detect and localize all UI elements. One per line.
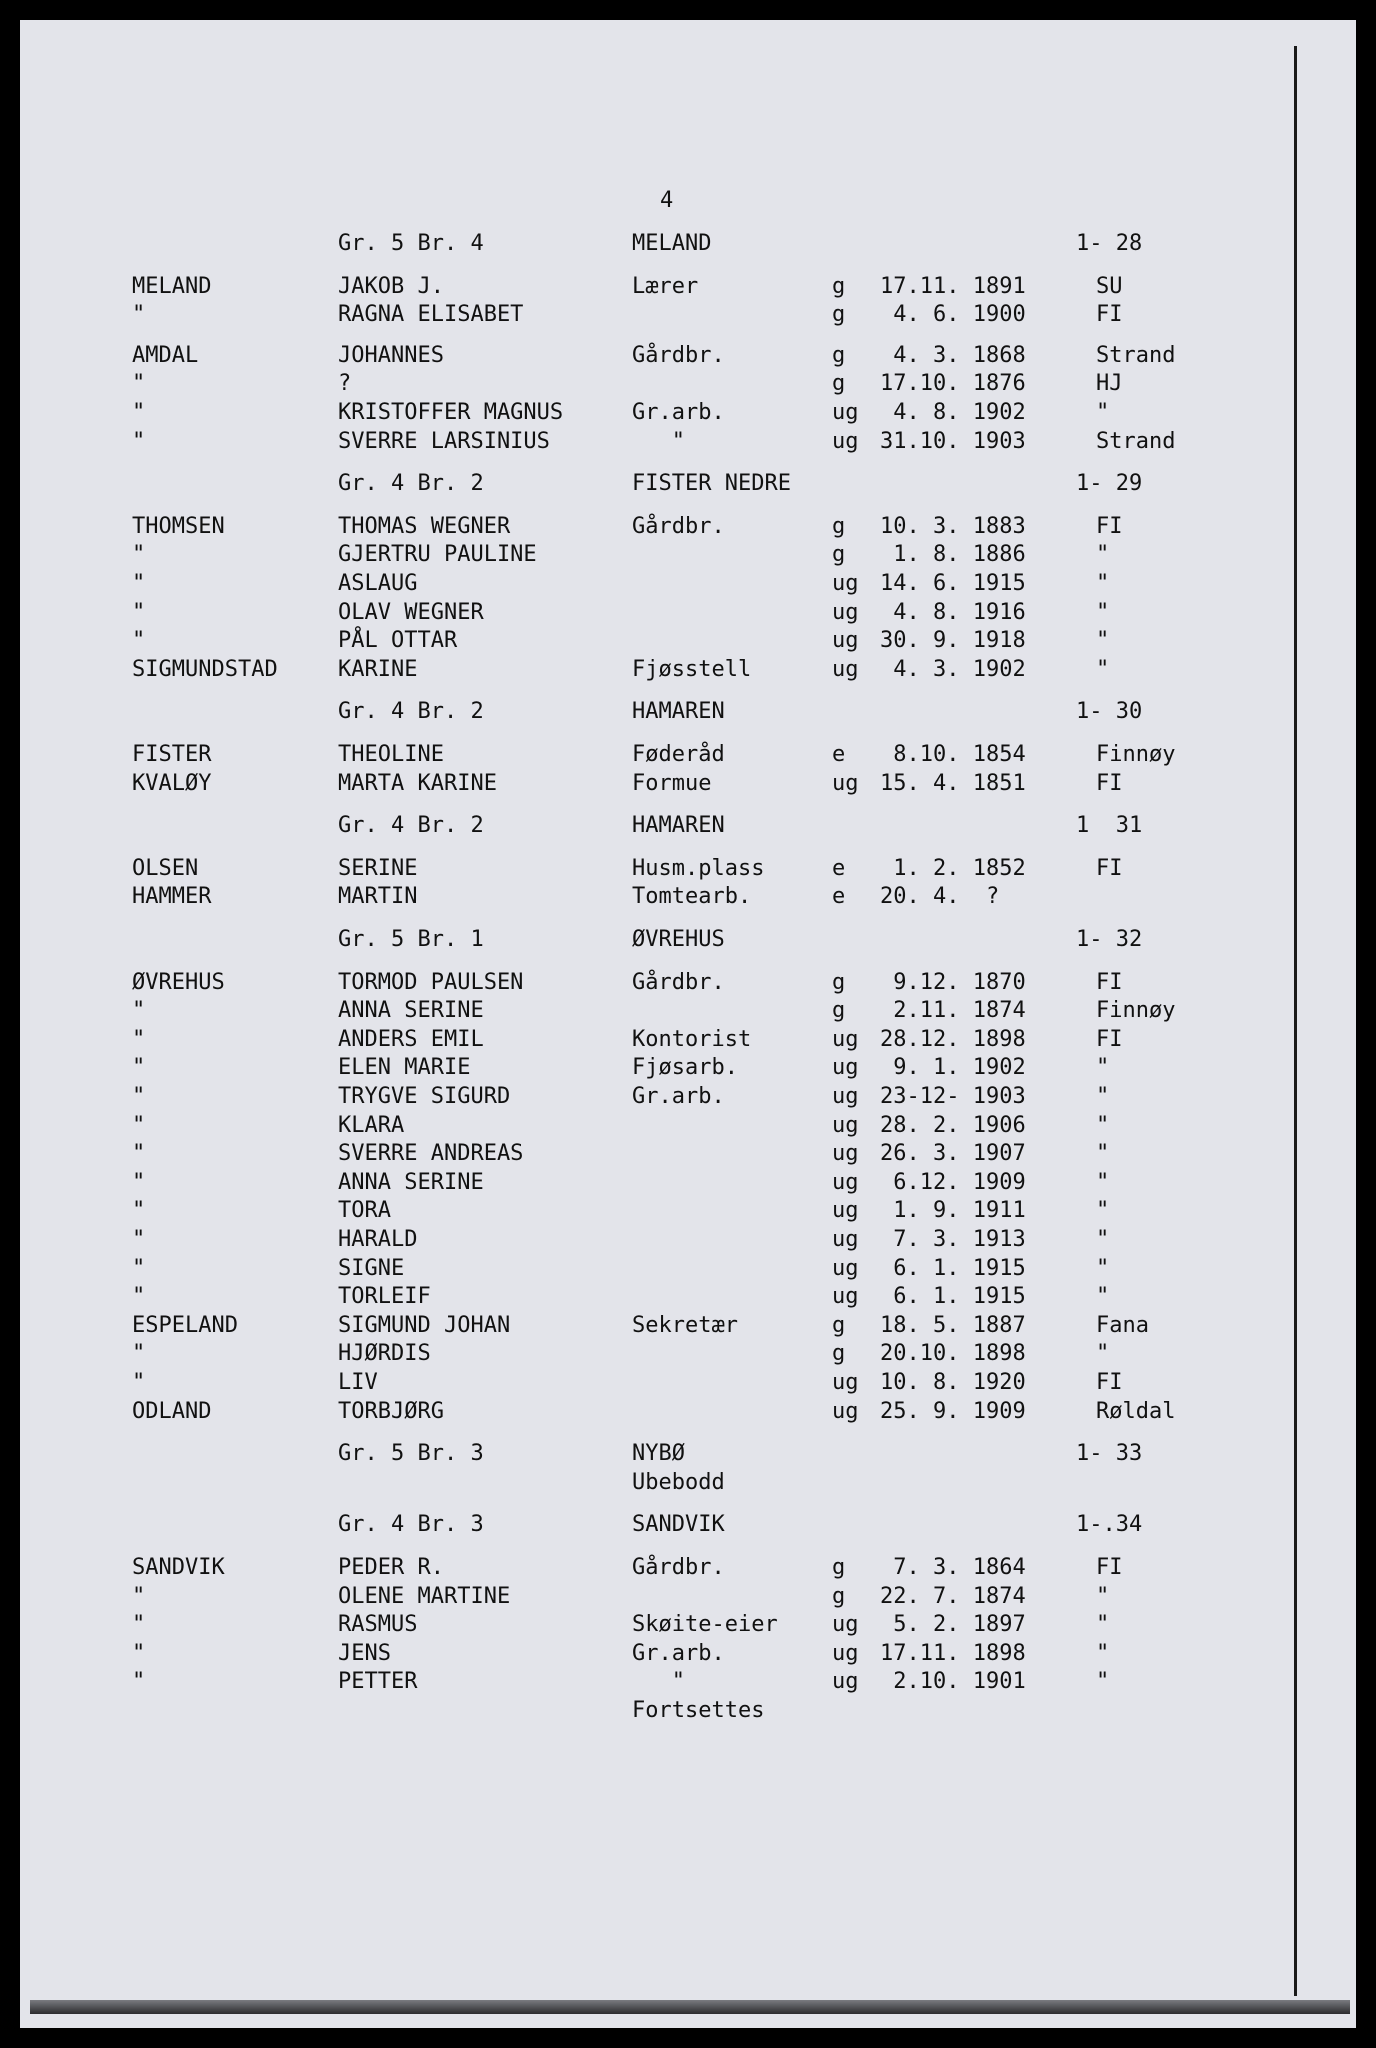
marital-status: g xyxy=(832,542,846,568)
surname: " xyxy=(132,1141,146,1167)
birth-place: " xyxy=(1096,1255,1110,1281)
person-row xyxy=(20,1369,1356,1397)
birth-place: " xyxy=(1096,1227,1110,1252)
farm-grid-ref: Gr. 4 Br. 2 xyxy=(338,699,484,725)
birth-date: 28. 2. 1906 xyxy=(880,1112,1026,1138)
birth-place: " xyxy=(1096,1341,1110,1367)
birth-place: " xyxy=(1096,1284,1110,1310)
occupation: Formue xyxy=(632,770,712,796)
birth-place: " xyxy=(1096,1612,1110,1638)
birth-date: 26. 3. 1907 xyxy=(880,1141,1026,1167)
birth-place: Røldal xyxy=(1096,1398,1176,1424)
birth-date: 17.10. 1876 xyxy=(880,371,1026,397)
occupation: Skøite-eier xyxy=(632,1612,778,1638)
farm-number: 1- 30 xyxy=(1076,699,1143,725)
given-name: OLENE MARTINE xyxy=(338,1583,511,1609)
marital-status: g xyxy=(832,342,846,368)
given-name: TORMOD PAULSEN xyxy=(338,969,524,995)
given-name: JAKOB J. xyxy=(338,273,444,299)
marital-status: g xyxy=(832,1312,846,1338)
marital-status: ug xyxy=(832,400,859,425)
person-row xyxy=(20,541,1356,569)
birth-date: 31.10. 1903 xyxy=(880,428,1026,454)
given-name: THOMAS WEGNER xyxy=(338,513,511,539)
person-row xyxy=(20,1583,1356,1611)
surname: " xyxy=(132,628,146,654)
occupation: " xyxy=(632,1669,685,1695)
person-row xyxy=(20,1140,1356,1168)
given-name: ELEN MARIE xyxy=(338,1055,471,1081)
given-name: MARTIN xyxy=(338,884,418,910)
birth-date: 28.12. 1898 xyxy=(880,1026,1026,1052)
person-row xyxy=(20,1083,1356,1111)
birth-date: 9. 1. 1902 xyxy=(880,1055,1026,1081)
person-row xyxy=(20,656,1356,684)
marital-status: ug xyxy=(832,1198,859,1224)
given-name: SVERRE ANDREAS xyxy=(338,1141,524,1167)
given-name: RAGNA ELISABET xyxy=(338,302,524,328)
person-row xyxy=(20,997,1356,1025)
given-name: ANNA SERINE xyxy=(338,1169,484,1195)
birth-date: 15. 4. 1851 xyxy=(880,770,1026,796)
surname: " xyxy=(132,1112,146,1138)
birth-date: 4. 3. 1868 xyxy=(880,342,1026,368)
marital-status: g xyxy=(832,1341,846,1367)
marital-status: g xyxy=(832,513,846,539)
birth-place: FI xyxy=(1096,1555,1123,1580)
birth-place: " xyxy=(1096,1669,1110,1695)
person-row xyxy=(20,273,1356,301)
surname: " xyxy=(132,571,146,596)
person-row xyxy=(20,855,1356,883)
given-name: RASMUS xyxy=(338,1612,418,1638)
surname: ØVREHUS xyxy=(132,969,225,995)
farm-name: NYBØ xyxy=(632,1441,685,1467)
marital-status: ug xyxy=(832,571,859,596)
marital-status: g xyxy=(832,302,846,328)
birth-date: 14. 6. 1915 xyxy=(880,571,1026,596)
person-row xyxy=(20,1554,1356,1582)
marital-status: ug xyxy=(832,656,859,682)
marital-status: ug xyxy=(832,599,859,625)
occupation: Tomtearb. xyxy=(632,884,752,910)
given-name: JENS xyxy=(338,1640,391,1666)
given-name: PETTER xyxy=(338,1669,418,1695)
birth-date: 7. 3. 1864 xyxy=(880,1555,1026,1580)
surname: AMDAL xyxy=(132,342,199,368)
birth-date: 17.11. 1891 xyxy=(880,273,1026,299)
given-name: SVERRE LARSINIUS xyxy=(338,428,550,454)
birth-place: FI xyxy=(1096,1370,1123,1395)
farm-number: 1- 29 xyxy=(1076,471,1143,497)
given-name: TORA xyxy=(338,1198,391,1224)
birth-place: FI xyxy=(1096,969,1123,995)
birth-place: " xyxy=(1096,1055,1110,1081)
page-frame-bottom-edge xyxy=(30,2000,1350,2014)
farm-number: 1- 28 xyxy=(1076,231,1143,256)
given-name: SIGMUND JOHAN xyxy=(338,1312,511,1338)
birth-date: 5. 2. 1897 xyxy=(880,1612,1026,1638)
continued-note xyxy=(20,1697,1356,1725)
surname: " xyxy=(132,1612,146,1638)
surname: " xyxy=(132,400,146,425)
birth-place: " xyxy=(1096,1583,1110,1609)
person-row xyxy=(20,1112,1356,1140)
person-row xyxy=(20,1197,1356,1225)
surname: " xyxy=(132,1583,146,1609)
person-row xyxy=(20,883,1356,911)
surname: " xyxy=(132,1227,146,1252)
person-row xyxy=(20,1340,1356,1368)
surname: " xyxy=(132,998,146,1024)
birth-place: " xyxy=(1096,656,1110,682)
birth-date: 20.10. 1898 xyxy=(880,1341,1026,1367)
marital-status: ug xyxy=(832,1669,859,1695)
marital-status: g xyxy=(832,273,846,299)
farm-note xyxy=(20,1469,1356,1497)
given-name: ASLAUG xyxy=(338,571,418,596)
occupation: Gr.arb. xyxy=(632,1640,725,1666)
marital-status: ug xyxy=(832,428,859,454)
occupation: Gårdbr. xyxy=(632,1555,725,1580)
farm-name: HAMAREN xyxy=(632,699,725,725)
birth-date: 9.12. 1870 xyxy=(880,969,1026,995)
surname: " xyxy=(132,1669,146,1695)
person-row xyxy=(20,399,1356,427)
person-row xyxy=(20,969,1356,997)
marital-status: ug xyxy=(832,1026,859,1052)
occupation: Husm.plass xyxy=(632,855,765,881)
given-name: LIV xyxy=(338,1370,378,1395)
birth-date: 30. 9. 1918 xyxy=(880,628,1026,654)
given-name: KARINE xyxy=(338,656,418,682)
farm-grid-ref: Gr. 4 Br. 2 xyxy=(338,813,484,839)
occupation: Sekretær xyxy=(632,1312,738,1338)
given-name: TORLEIF xyxy=(338,1284,431,1310)
note-text: Ubebodd xyxy=(632,1469,725,1495)
birth-date: 4. 3. 1902 xyxy=(880,656,1026,682)
occupation: Kontorist xyxy=(632,1026,752,1052)
marital-status: ug xyxy=(832,1255,859,1281)
person-row xyxy=(20,770,1356,798)
surname: ESPELAND xyxy=(132,1312,238,1338)
person-row xyxy=(20,428,1356,456)
person-row xyxy=(20,342,1356,370)
birth-date: 7. 3. 1913 xyxy=(880,1227,1026,1252)
surname: " xyxy=(132,1640,146,1666)
farm-number: 1- 32 xyxy=(1076,927,1143,952)
person-row xyxy=(20,1312,1356,1340)
surname: " xyxy=(132,599,146,625)
given-name: SERINE xyxy=(338,855,418,881)
given-name: HJØRDIS xyxy=(338,1341,431,1367)
marital-status: e xyxy=(832,884,846,910)
birth-date: 25. 9. 1909 xyxy=(880,1398,1026,1424)
occupation: Gårdbr. xyxy=(632,513,725,539)
birth-date: 23-12- 1903 xyxy=(880,1084,1026,1109)
birth-place: " xyxy=(1096,1084,1110,1109)
surname: FISTER xyxy=(132,742,212,767)
person-row xyxy=(20,513,1356,541)
birth-place: " xyxy=(1096,1169,1110,1195)
marital-status: ug xyxy=(832,1398,859,1424)
person-row xyxy=(20,370,1356,398)
marital-status: ug xyxy=(832,1112,859,1138)
marital-status: ug xyxy=(832,1370,859,1395)
surname: KVALØY xyxy=(132,770,212,796)
occupation: Fjøsarb. xyxy=(632,1055,738,1081)
birth-date: 1. 2. 1852 xyxy=(880,855,1026,881)
birth-date: 2.10. 1901 xyxy=(880,1669,1026,1695)
surname: " xyxy=(132,1026,146,1052)
surname: " xyxy=(132,371,146,397)
marital-status: g xyxy=(832,1583,846,1609)
document-page xyxy=(20,20,1356,2028)
marital-status: ug xyxy=(832,1640,859,1666)
marital-status: ug xyxy=(832,1141,859,1167)
occupation: Gårdbr. xyxy=(632,969,725,995)
birth-date: 1. 8. 1886 xyxy=(880,542,1026,568)
farm-header xyxy=(20,926,1356,954)
surname: " xyxy=(132,1084,146,1109)
farm-name: SANDVIK xyxy=(632,1512,725,1538)
marital-status: ug xyxy=(832,1612,859,1638)
birth-date: 22. 7. 1874 xyxy=(880,1583,1026,1609)
farm-grid-ref: Gr. 5 Br. 3 xyxy=(338,1441,484,1467)
surname: " xyxy=(132,1284,146,1310)
birth-place: Fana xyxy=(1096,1312,1149,1338)
surname: " xyxy=(132,302,146,328)
footer-text: Fortsettes xyxy=(632,1698,765,1723)
birth-date: 10. 8. 1920 xyxy=(880,1370,1026,1395)
given-name: ANDERS EMIL xyxy=(338,1026,484,1052)
marital-status: ug xyxy=(832,1169,859,1195)
birth-place: FI xyxy=(1096,302,1123,328)
person-row xyxy=(20,1054,1356,1082)
person-row xyxy=(20,1026,1356,1054)
surname: THOMSEN xyxy=(132,513,225,539)
farm-name: HAMAREN xyxy=(632,813,725,839)
birth-place: FI xyxy=(1096,770,1123,796)
birth-place: " xyxy=(1096,1141,1110,1167)
surname: " xyxy=(132,1341,146,1367)
birth-date: 4. 8. 1916 xyxy=(880,599,1026,625)
birth-place: FI xyxy=(1096,513,1123,539)
person-row xyxy=(20,1255,1356,1283)
given-name: PÅL OTTAR xyxy=(338,628,458,654)
birth-date: 4. 6. 1900 xyxy=(880,302,1026,328)
person-row xyxy=(20,1226,1356,1254)
occupation: Gr.arb. xyxy=(632,1084,725,1109)
person-row xyxy=(20,301,1356,329)
marital-status: g xyxy=(832,998,846,1024)
farm-header xyxy=(20,470,1356,498)
birth-date: 10. 3. 1883 xyxy=(880,513,1026,539)
marital-status: ug xyxy=(832,1084,859,1109)
given-name: OLAV WEGNER xyxy=(338,599,484,625)
surname: " xyxy=(132,1255,146,1281)
surname: ODLAND xyxy=(132,1398,212,1424)
marital-status: ug xyxy=(832,1227,859,1252)
farm-header xyxy=(20,1440,1356,1468)
given-name: JOHANNES xyxy=(338,342,444,368)
given-name: HARALD xyxy=(338,1227,418,1252)
birth-date: 1. 9. 1911 xyxy=(880,1198,1026,1224)
person-row xyxy=(20,741,1356,769)
person-row xyxy=(20,570,1356,598)
marital-status: ug xyxy=(832,628,859,654)
farm-grid-ref: Gr. 5 Br. 1 xyxy=(338,927,484,952)
farm-header xyxy=(20,698,1356,726)
given-name: MARTA KARINE xyxy=(338,770,497,796)
given-name: KRISTOFFER MAGNUS xyxy=(338,400,564,425)
person-row xyxy=(20,627,1356,655)
birth-place: Finnøy xyxy=(1096,998,1176,1024)
given-name: SIGNE xyxy=(338,1255,405,1281)
surname: MELAND xyxy=(132,273,212,299)
farm-name: ØVREHUS xyxy=(632,927,725,952)
birth-date: 6. 1. 1915 xyxy=(880,1284,1026,1310)
farm-number: 1- 33 xyxy=(1076,1441,1143,1467)
marital-status: g xyxy=(832,1555,846,1580)
given-name: GJERTRU PAULINE xyxy=(338,542,537,568)
given-name: ? xyxy=(338,371,352,397)
surname: SIGMUNDSTAD xyxy=(132,656,278,682)
birth-date: 2.11. 1874 xyxy=(880,998,1026,1024)
person-row xyxy=(20,1668,1356,1696)
birth-date: 8.10. 1854 xyxy=(880,742,1026,767)
birth-place: Strand xyxy=(1096,342,1176,368)
marital-status: g xyxy=(832,969,846,995)
occupation: Gr.arb. xyxy=(632,400,725,425)
birth-place: Strand xyxy=(1096,428,1176,454)
marital-status: e xyxy=(832,742,846,767)
person-row xyxy=(20,1398,1356,1426)
surname: " xyxy=(132,1198,146,1224)
surname: " xyxy=(132,1169,146,1195)
farm-grid-ref: Gr. 4 Br. 2 xyxy=(338,471,484,497)
birth-place: FI xyxy=(1096,855,1123,881)
birth-date: 4. 8. 1902 xyxy=(880,400,1026,425)
farm-header xyxy=(20,230,1356,258)
birth-place: " xyxy=(1096,1198,1110,1224)
birth-date: 17.11. 1898 xyxy=(880,1640,1026,1666)
farm-grid-ref: Gr. 4 Br. 3 xyxy=(338,1512,484,1538)
birth-place: FI xyxy=(1096,1026,1123,1052)
person-row xyxy=(20,1640,1356,1668)
given-name: ANNA SERINE xyxy=(338,998,484,1024)
birth-place: " xyxy=(1096,1112,1110,1138)
occupation: Lærer xyxy=(632,273,699,299)
birth-date: 6.12. 1909 xyxy=(880,1169,1026,1195)
given-name: TORBJØRG xyxy=(338,1398,444,1424)
occupation: Føderåd xyxy=(632,742,725,767)
person-row xyxy=(20,1611,1356,1639)
birth-place: HJ xyxy=(1096,371,1123,397)
birth-place: " xyxy=(1096,400,1110,425)
birth-place: " xyxy=(1096,628,1110,654)
farm-header xyxy=(20,812,1356,840)
surname: HAMMER xyxy=(132,884,212,910)
farm-name: FISTER NEDRE xyxy=(632,471,791,497)
birth-date: 18. 5. 1887 xyxy=(880,1312,1026,1338)
given-name: KLARA xyxy=(338,1112,405,1138)
given-name: THEOLINE xyxy=(338,742,444,767)
surname: " xyxy=(132,1055,146,1081)
surname: " xyxy=(132,428,146,454)
occupation: Gårdbr. xyxy=(632,342,725,368)
farm-header xyxy=(20,1511,1356,1539)
birth-place: SU xyxy=(1096,273,1123,299)
farm-number: 1 31 xyxy=(1076,813,1143,839)
birth-place: " xyxy=(1096,542,1110,568)
surname: " xyxy=(132,1370,146,1395)
farm-grid-ref: Gr. 5 Br. 4 xyxy=(338,231,484,256)
birth-place: " xyxy=(1096,599,1110,625)
surname: SANDVIK xyxy=(132,1555,225,1580)
marital-status: e xyxy=(832,855,846,881)
birth-date: 20. 4. ? xyxy=(880,884,1000,910)
marital-status: ug xyxy=(832,1055,859,1081)
occupation: " xyxy=(632,428,685,454)
birth-place: " xyxy=(1096,1640,1110,1666)
person-row xyxy=(20,599,1356,627)
page-number: 4 xyxy=(660,188,674,213)
farm-number: 1-.34 xyxy=(1076,1512,1143,1538)
occupation: Fjøsstell xyxy=(632,656,752,682)
given-name: TRYGVE SIGURD xyxy=(338,1084,511,1109)
person-row xyxy=(20,1283,1356,1311)
birth-date: 6. 1. 1915 xyxy=(880,1255,1026,1281)
surname: OLSEN xyxy=(132,855,199,881)
person-row xyxy=(20,1169,1356,1197)
marital-status: ug xyxy=(832,1284,859,1310)
farm-name: MELAND xyxy=(632,231,712,256)
birth-place: Finnøy xyxy=(1096,742,1176,767)
birth-place: " xyxy=(1096,571,1110,596)
marital-status: ug xyxy=(832,770,859,796)
marital-status: g xyxy=(832,371,846,397)
surname: " xyxy=(132,542,146,568)
given-name: PEDER R. xyxy=(338,1555,444,1580)
